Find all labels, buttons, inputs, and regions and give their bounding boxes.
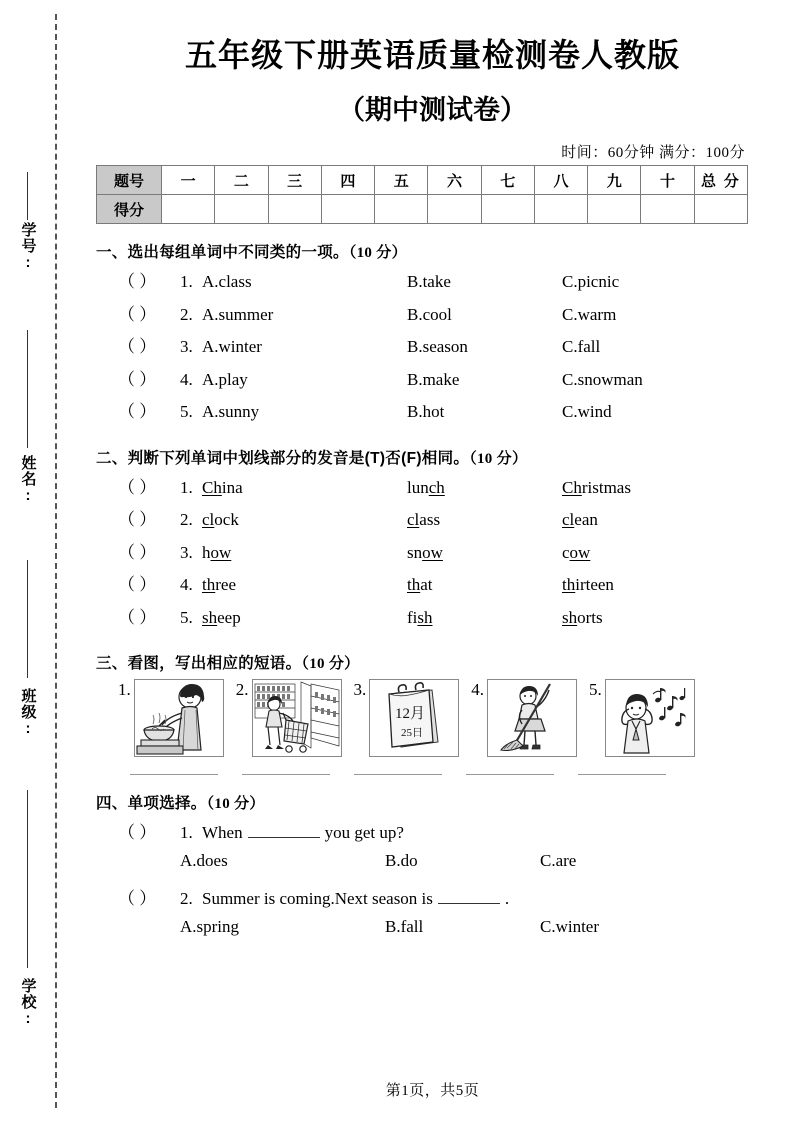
margin-field-school xyxy=(8,978,48,1033)
list-item xyxy=(118,505,756,538)
question-number: 2. xyxy=(180,510,193,529)
question-number: 4. xyxy=(180,369,193,389)
word-two: class xyxy=(407,510,441,529)
question-number: 1. xyxy=(180,272,193,291)
score-table-col-total: 总 分 xyxy=(694,166,747,195)
section-two-number: 二、 xyxy=(96,449,128,467)
table-row-question-numbers xyxy=(97,166,748,195)
word-one: three xyxy=(202,575,236,594)
section-two-title: 判断下列单词中划线部分的发音是(T)否(F)相同。 xyxy=(127,449,470,467)
page-subtitle: （期中测试卷） xyxy=(338,95,527,125)
list-item xyxy=(118,570,756,603)
answer-paren[interactable]: （ ） xyxy=(118,402,157,421)
table-row-scores xyxy=(97,195,748,224)
option-a[interactable]: A.play xyxy=(202,369,248,389)
list-item xyxy=(118,332,756,365)
word-two: fish xyxy=(407,607,433,627)
option-a[interactable]: A.sunny xyxy=(202,402,260,421)
score-table-row-label-question: 题号 xyxy=(97,166,162,195)
section-one-heading xyxy=(96,240,756,262)
underlined-part: sh xyxy=(417,607,433,627)
underlined-part: ow xyxy=(569,542,591,562)
score-table-col-8: 八 xyxy=(534,166,587,195)
score-table-col-10: 十 xyxy=(641,166,694,195)
picture-index: 3. xyxy=(353,680,367,699)
underlined-part: cl xyxy=(202,510,215,529)
margin-label-name: 姓名: xyxy=(19,455,37,505)
underlined-part: Ch xyxy=(562,477,582,497)
option-row xyxy=(180,851,756,884)
calendar-month-text: 12月 xyxy=(395,706,426,722)
question-stem-post: you get up? xyxy=(324,823,404,842)
option-c[interactable]: C.winter xyxy=(540,917,600,936)
calendar-picture xyxy=(369,679,459,757)
option-a[interactable]: A.does xyxy=(180,851,228,870)
score-cell-3[interactable] xyxy=(268,195,321,224)
section-four-number: 四、 xyxy=(96,795,128,812)
exam-sheet xyxy=(72,0,793,1122)
section-three-number: 三、 xyxy=(96,655,128,672)
word-three: clean xyxy=(562,510,598,529)
question-number: 1. xyxy=(180,823,193,842)
picture-row xyxy=(118,679,756,757)
shopping-girl-picture xyxy=(252,679,342,757)
word-two: lunch xyxy=(407,477,445,497)
listening-music-boy-picture xyxy=(605,679,695,757)
list-item xyxy=(589,679,695,757)
page-title: 五年级下册英语质量检测卷人教版 xyxy=(184,37,680,73)
score-table-col-2: 二 xyxy=(215,166,268,195)
section-two-points: （10 分） xyxy=(469,450,528,467)
word-one: sheep xyxy=(202,607,241,627)
word-two: snow xyxy=(407,542,443,562)
answer-line-2[interactable] xyxy=(242,773,330,775)
margin-field-class xyxy=(8,688,48,743)
section-three xyxy=(96,651,756,775)
score-table xyxy=(96,165,748,224)
margin-label-class: 班级: xyxy=(19,688,37,738)
section-four xyxy=(96,791,756,950)
section-three-points: （10 分） xyxy=(301,656,360,672)
word-one: clock xyxy=(202,510,239,529)
word-three: Christmas xyxy=(562,477,631,497)
score-table-col-3: 三 xyxy=(268,166,321,195)
answer-paren[interactable]: （ ） xyxy=(118,607,157,627)
word-two: that xyxy=(407,575,433,594)
list-item xyxy=(118,267,756,300)
score-cell-6[interactable] xyxy=(428,195,481,224)
answer-line-1[interactable] xyxy=(130,773,218,775)
exam-meta-line: 时间：60分钟 满分：100分 xyxy=(561,145,745,161)
answer-paren[interactable]: （ ） xyxy=(118,477,157,497)
option-b[interactable]: B.do xyxy=(385,851,418,870)
margin-rule-3 xyxy=(27,560,28,678)
list-item xyxy=(236,679,342,757)
underlined-part: th xyxy=(562,575,576,594)
underlined-part: cl xyxy=(562,510,575,529)
picture-index: 4. xyxy=(471,680,484,699)
section-one-points: （10 分） xyxy=(348,245,407,261)
underlined-part: sh xyxy=(202,607,218,627)
list-item xyxy=(118,679,224,757)
binding-margin xyxy=(0,0,72,1122)
option-a[interactable]: A.summer xyxy=(202,304,274,324)
score-table-row-label-score: 得分 xyxy=(97,195,162,224)
option-b[interactable]: B.fall xyxy=(385,917,424,936)
score-table-col-5: 五 xyxy=(375,166,428,195)
margin-rule-1 xyxy=(27,172,28,220)
option-b[interactable]: B.cool xyxy=(407,304,452,324)
question-number: 2. xyxy=(180,304,193,324)
score-table-col-4: 四 xyxy=(321,166,374,195)
section-one-number: 一、 xyxy=(96,244,128,261)
underlined-part: ch xyxy=(428,477,445,497)
list-item xyxy=(118,397,756,430)
underlined-part: Ch xyxy=(202,477,222,497)
list-item xyxy=(118,884,756,917)
option-c[interactable]: C.wind xyxy=(562,402,612,421)
calendar-day-text: 25日 xyxy=(401,727,424,739)
section-three-heading xyxy=(96,651,756,673)
cut-dashed-line xyxy=(55,14,57,1108)
score-cell-total[interactable] xyxy=(694,195,747,224)
answer-paren[interactable]: （ ） xyxy=(118,272,157,291)
score-table-container xyxy=(96,165,748,224)
section-four-title: 单项选择。 xyxy=(127,795,207,812)
margin-rule-4 xyxy=(27,790,28,968)
score-table-col-6: 六 xyxy=(428,166,481,195)
list-item xyxy=(471,679,577,757)
option-c[interactable]: C.picnic xyxy=(562,272,620,291)
picture-index: 2. xyxy=(235,680,249,699)
answer-paren[interactable]: （ ） xyxy=(118,510,157,529)
option-c[interactable]: C.are xyxy=(540,851,577,870)
list-item xyxy=(354,679,460,757)
option-b[interactable]: B.take xyxy=(407,272,451,291)
margin-label-student-id: 学号: xyxy=(19,222,37,272)
underlined-part: ow xyxy=(210,542,232,562)
option-b[interactable]: B.make xyxy=(407,369,460,389)
option-a[interactable]: A.class xyxy=(202,272,252,291)
margin-label-school: 学校: xyxy=(19,978,37,1028)
option-c[interactable]: C.snowman xyxy=(562,369,643,389)
section-four-points: （10 分） xyxy=(206,796,265,812)
cooking-woman-picture xyxy=(134,679,224,757)
score-cell-5[interactable] xyxy=(375,195,428,224)
question-number: 3. xyxy=(180,542,193,562)
option-a[interactable]: A.spring xyxy=(180,917,240,936)
answer-paren[interactable]: （ ） xyxy=(118,337,157,356)
word-three: shorts xyxy=(562,607,603,627)
picture-index: 1. xyxy=(118,680,131,699)
answer-lines-row xyxy=(130,773,756,775)
option-b[interactable]: B.hot xyxy=(407,402,445,421)
picture-index: 5. xyxy=(589,680,602,699)
score-cell-1[interactable] xyxy=(162,195,215,224)
underlined-part: th xyxy=(407,575,421,594)
word-three: thirteen xyxy=(562,575,614,594)
score-cell-9[interactable] xyxy=(588,195,641,224)
question-stem-post: . xyxy=(504,889,510,908)
sweeping-girl-picture xyxy=(487,679,577,757)
fill-blank[interactable] xyxy=(248,825,320,838)
section-one xyxy=(96,240,756,430)
underlined-part: cl xyxy=(407,510,420,529)
word-one: China xyxy=(202,477,243,497)
margin-field-student-id xyxy=(8,222,48,277)
section-three-title: 看图，写出相应的短语。 xyxy=(127,655,302,672)
word-three: cow xyxy=(562,542,591,562)
list-item xyxy=(118,538,756,571)
score-cell-4[interactable] xyxy=(321,195,374,224)
answer-line-3[interactable] xyxy=(354,773,442,775)
list-item xyxy=(118,365,756,398)
option-b[interactable]: B.season xyxy=(407,337,468,356)
answer-paren[interactable]: （ ） xyxy=(118,575,157,594)
option-c[interactable]: C.warm xyxy=(562,304,617,324)
question-number: 5. xyxy=(180,607,193,627)
question-stem-pre: When xyxy=(202,823,243,842)
section-one-title: 选出每组单词中不同类的一项。 xyxy=(127,244,349,261)
question-number: 2. xyxy=(180,889,193,908)
list-item xyxy=(118,473,756,506)
score-cell-10[interactable] xyxy=(641,195,694,224)
margin-field-name xyxy=(8,455,48,510)
option-a[interactable]: A.winter xyxy=(202,337,262,356)
score-table-col-7: 七 xyxy=(481,166,534,195)
page-footer: 第1页，共5页 xyxy=(385,1083,480,1099)
score-table-col-9: 九 xyxy=(588,166,641,195)
option-c[interactable]: C.fall xyxy=(562,337,601,356)
section-two xyxy=(96,446,756,636)
list-item xyxy=(118,818,756,851)
question-stem-pre: Summer is coming.Next season is xyxy=(202,889,433,908)
underlined-part: sh xyxy=(562,607,578,627)
answer-paren[interactable]: （ ） xyxy=(118,889,157,908)
list-item xyxy=(118,300,756,333)
option-row xyxy=(180,917,756,950)
question-number: 3. xyxy=(180,337,193,356)
answer-paren[interactable]: （ ） xyxy=(118,542,157,562)
score-cell-7[interactable] xyxy=(481,195,534,224)
underlined-part: th xyxy=(202,575,216,594)
score-table-col-1: 一 xyxy=(162,166,215,195)
fill-blank[interactable] xyxy=(438,891,500,904)
score-cell-8[interactable] xyxy=(534,195,587,224)
section-four-heading xyxy=(96,791,756,813)
question-number: 1. xyxy=(180,477,193,497)
margin-rule-2 xyxy=(27,330,28,448)
list-item xyxy=(118,603,756,636)
answer-line-4[interactable] xyxy=(466,773,554,775)
score-cell-2[interactable] xyxy=(215,195,268,224)
section-two-heading xyxy=(96,446,756,468)
answer-line-5[interactable] xyxy=(578,773,666,775)
answer-paren[interactable]: （ ） xyxy=(118,823,157,842)
underlined-part: ow xyxy=(422,542,443,562)
answer-paren[interactable]: （ ） xyxy=(118,304,157,324)
question-number: 5. xyxy=(180,402,193,421)
word-one: how xyxy=(202,542,232,562)
answer-paren[interactable]: （ ） xyxy=(118,369,157,389)
question-number: 4. xyxy=(180,575,193,594)
